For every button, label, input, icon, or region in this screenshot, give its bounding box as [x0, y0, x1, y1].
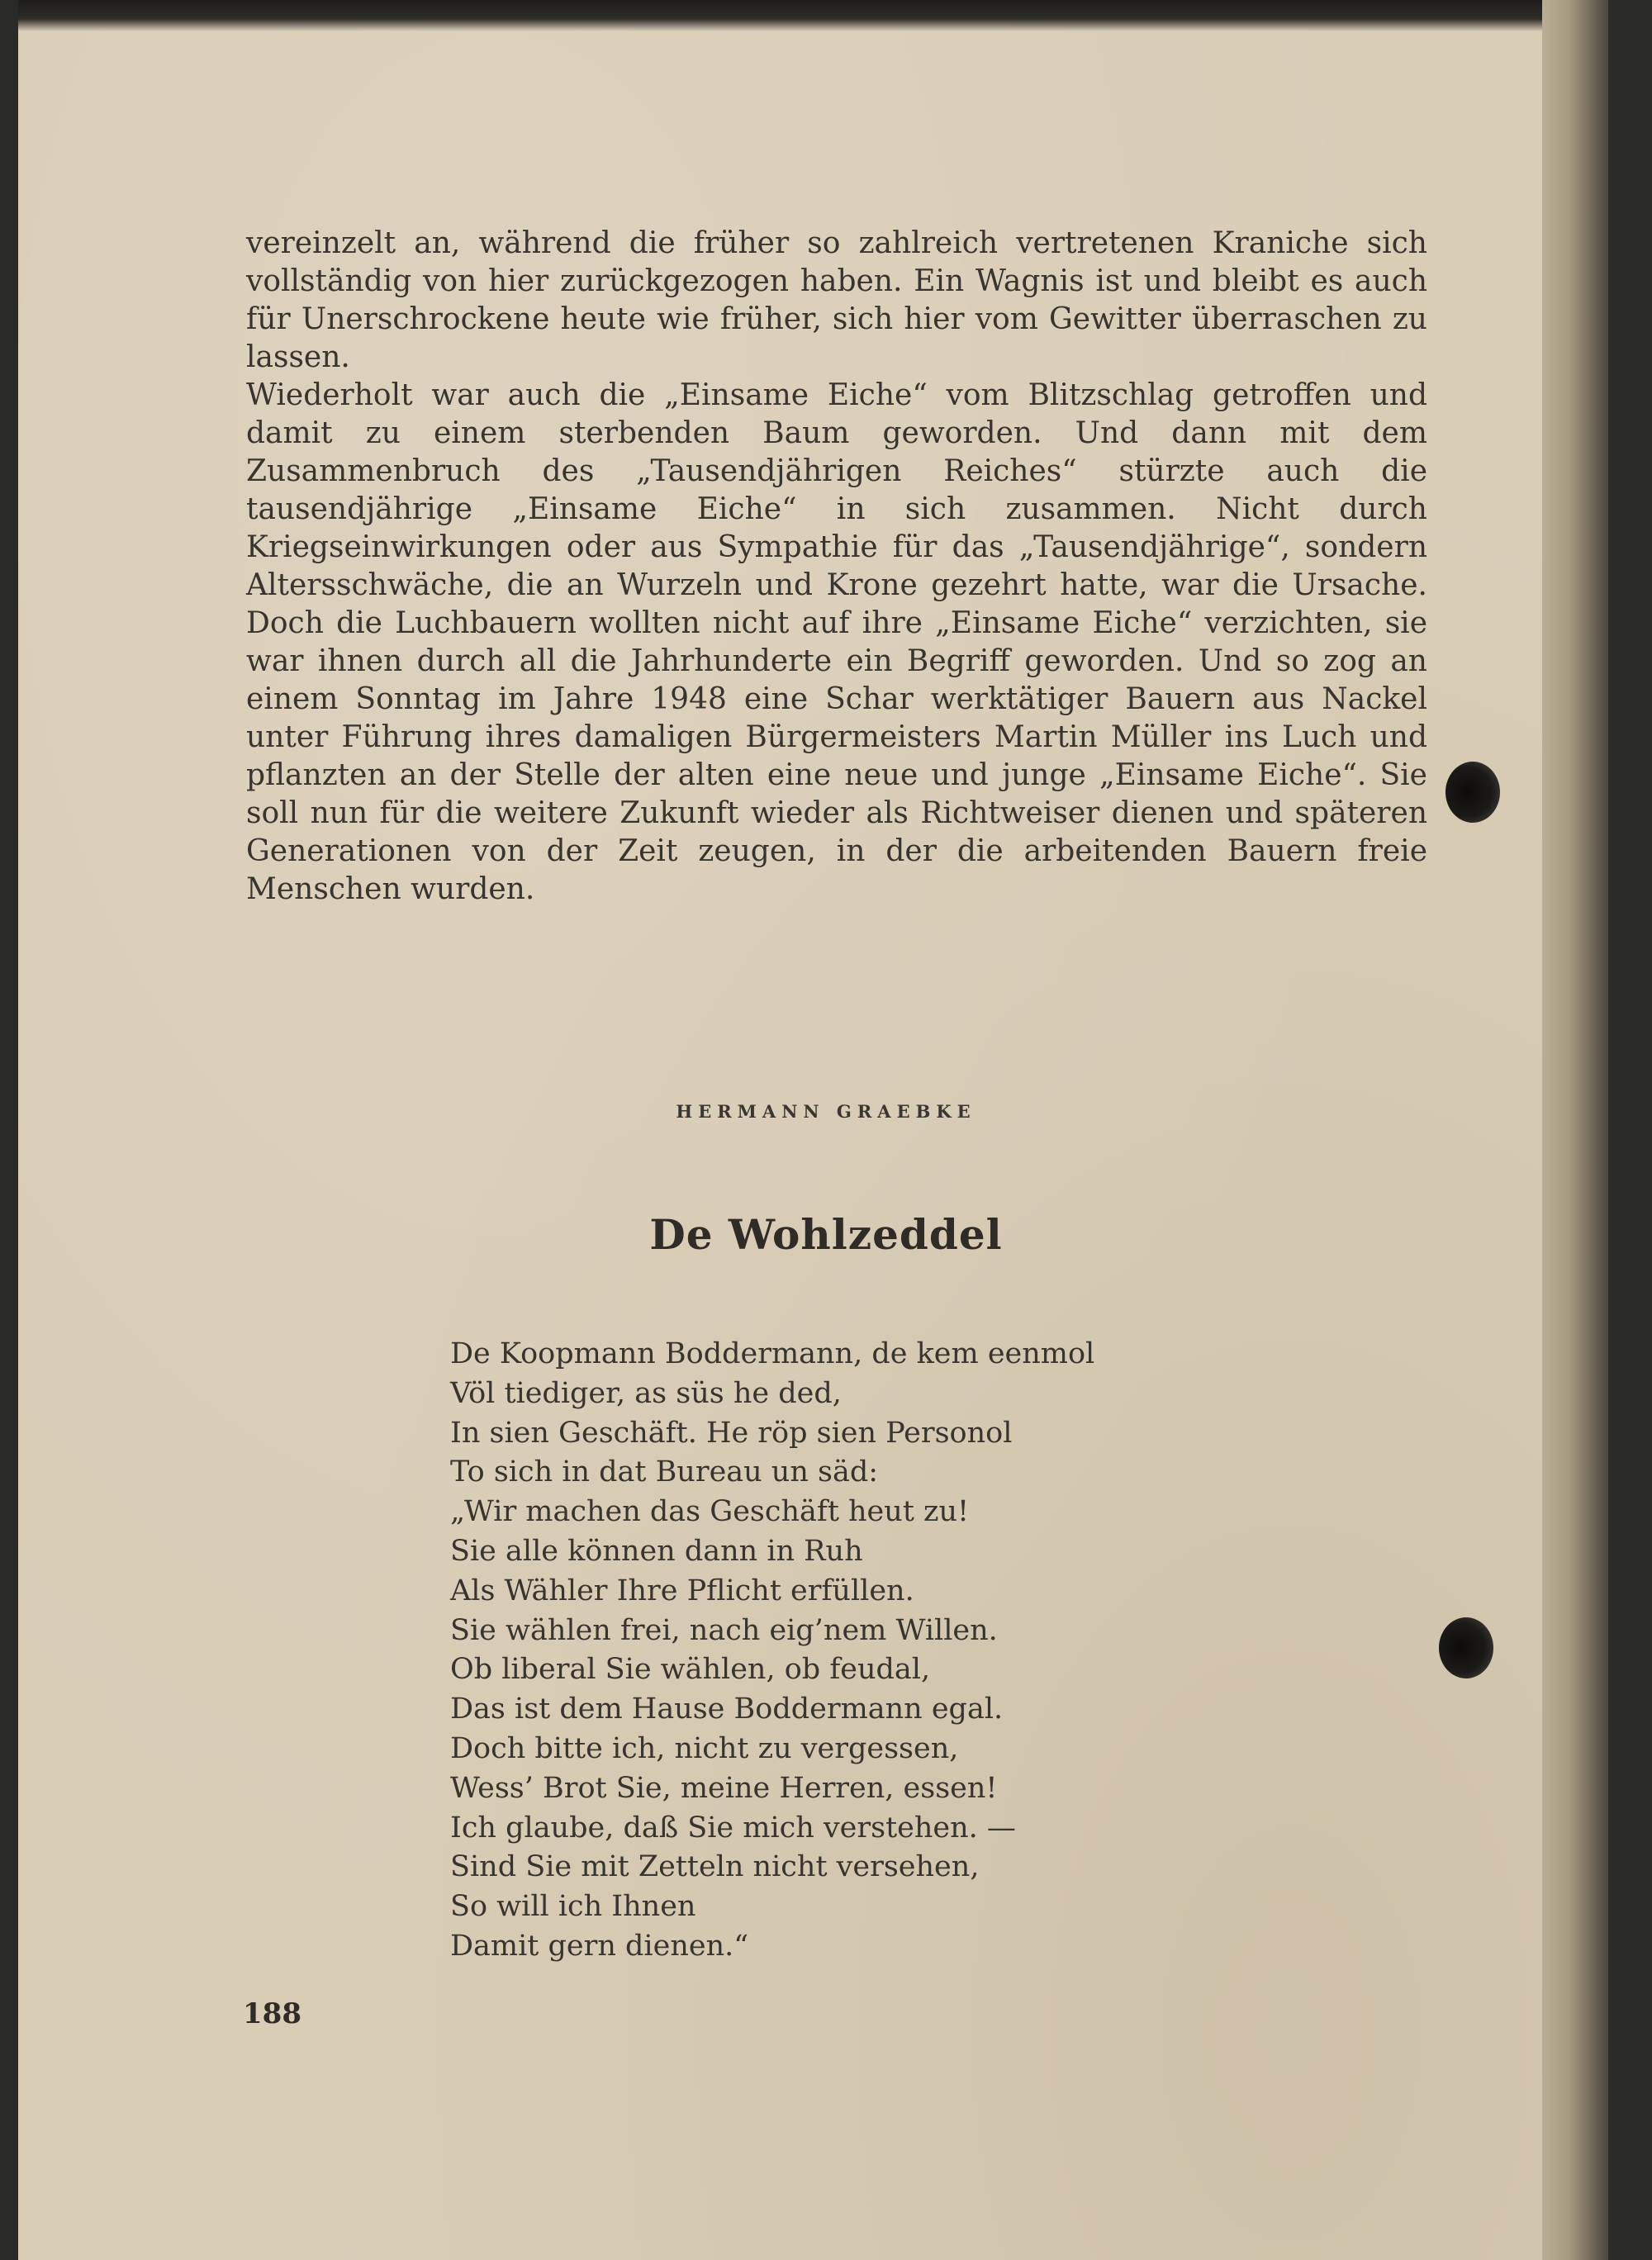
- poem-line: Das ist dem Hause Boddermann egal.: [450, 1693, 1004, 1726]
- poem-line: Sind Sie mit Zetteln nicht versehen,: [450, 1850, 980, 1884]
- prose-paragraph-2: Wiederholt war auch die „Einsame Eiche“ vom Blitzschlag getroffen und damit zu einem sterbenden Baum geworden. Und dann mit dem Zusammenbruch des „Tausendjährigen Reiches“ stürzte auch die tausendjährige „Einsame Eiche“ in sich zusammen. Nicht durch Kriegseinwirkungen oder aus Sympathie für das „Tausendjährige“, sondern Altersschwäche, die an Wurzeln und Krone gezehrt hatte, war die Ursache. Doch die Luchbauern wollten nicht auf ihre „Einsame Eiche“ verzichten, sie war ihnen durch all die Jahrhunderte ein Begriff geworden. Und so zog an einem Sonntag im Jahre 1948 eine Schar werktätiger Bauern aus Nackel unter Führung ihres damaligen Bürgermeisters Martin Müller ins Luch und pflanzten an der Stelle der alten eine neue und junge „Einsame Eiche“. Sie soll nun für die weitere Zukunft wieder als Richtweiser dienen und späteren Generationen von der Zeit zeugen, in der die arbeitenden Bauern freie Menschen wurden.: [246, 378, 1427, 906]
- poem-line: De Koopmann Boddermann, de kem eenmol: [450, 1337, 1095, 1370]
- poem-line: Damit gern dienen.“: [450, 1929, 749, 1963]
- poem-line: Ob liberal Sie wählen, ob feudal,: [450, 1653, 931, 1687]
- poem-line: Völ tiediger, as süs he ded,: [450, 1376, 842, 1410]
- punch-hole: [1446, 762, 1500, 823]
- poem-line: To sich in dat Bureau un säd:: [450, 1455, 879, 1489]
- prose-section: [246, 225, 1427, 909]
- poem-body: [450, 1335, 1094, 1967]
- prose-paragraph-1: vereinzelt an, während die früher so zahlreich vertretenen Kraniche sich vollständig von hier zurückgezogen haben. Ein Wagnis ist und bleibt es auch für Unerschrockene heute wie früher, sich hier vom Gewitter überraschen zu lassen.: [246, 226, 1427, 374]
- poem-line: Als Wähler Ihre Pflicht erfüllen.: [450, 1574, 914, 1607]
- poem-line: Sie alle können dann in Ruh: [450, 1534, 863, 1568]
- poem-line: Doch bitte ich, nicht zu vergessen,: [450, 1731, 959, 1765]
- poem-line: In sien Geschäft. He röp sien Personol: [450, 1416, 1013, 1450]
- poem-author: HERMANN GRAEBKE: [676, 1101, 976, 1122]
- poem-title: De Wohlzeddel: [649, 1210, 1003, 1259]
- poem-line: Sie wählen frei, nach eig’nem Willen.: [450, 1613, 998, 1647]
- poem-line: So will ich Ihnen: [450, 1890, 696, 1924]
- book-spine-shadow: [1542, 0, 1608, 2260]
- poem-line: Wess’ Brot Sie, meine Herren, essen!: [450, 1771, 998, 1805]
- page-number: 188: [243, 1997, 301, 2030]
- page-top-shadow: [18, 0, 1608, 31]
- poem-line: „Wir machen das Geschäft heut zu!: [450, 1495, 970, 1529]
- punch-hole: [1439, 1617, 1493, 1678]
- poem-line: Ich glaube, daß Sie mich verstehen. —: [450, 1811, 1016, 1845]
